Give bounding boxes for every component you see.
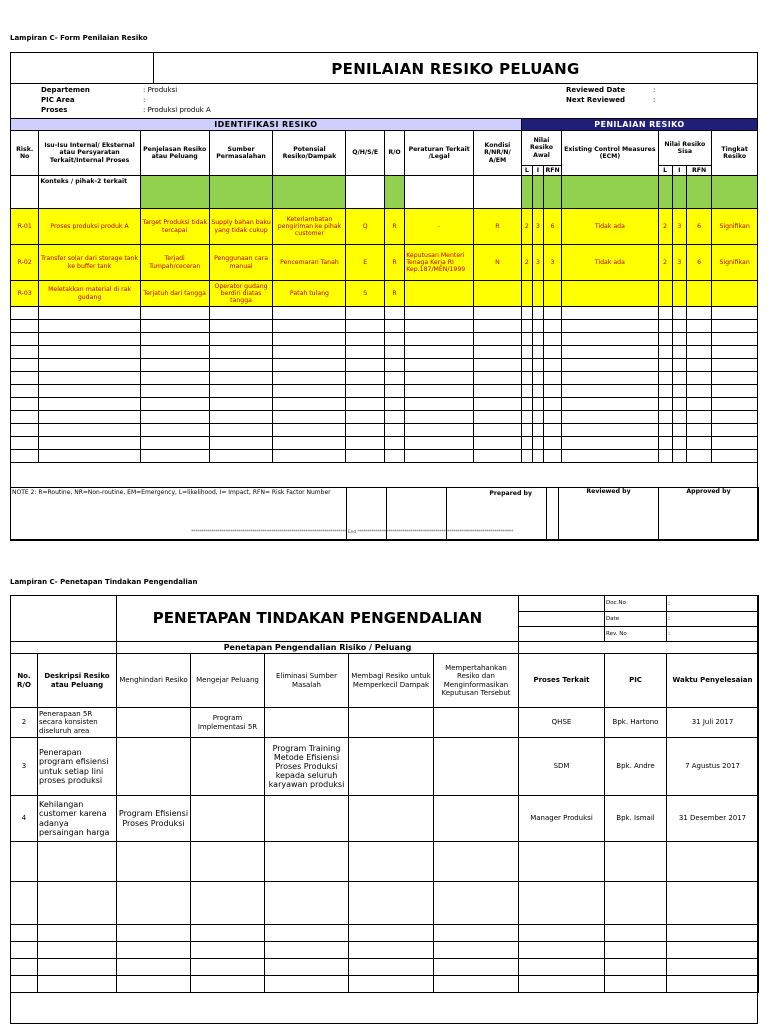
row3-ro: R: [384, 281, 404, 307]
row3-sumber: Operator gudang berdiri diatas tangga: [209, 281, 273, 307]
c-row2-membagi: [349, 738, 434, 796]
empty-row: [11, 385, 758, 398]
row1-sumber: Supply bahan baku yang tidak cukup: [209, 209, 273, 245]
label-departemen: Departemen: [41, 86, 90, 94]
row1-kondisi: R: [474, 209, 522, 245]
empty-row: [11, 307, 758, 320]
c-row3-deskripsi: Kehilangan customer karena adanya persaingan harga: [38, 796, 117, 842]
row3-l-sisa: [658, 281, 672, 307]
header-no-ro: No. R/O: [11, 654, 38, 708]
row1-tingkat: Signifikan: [712, 209, 758, 245]
row1-rfn-sisa: 6: [686, 209, 711, 245]
note-text: NOTE 2: R=Routine, NR=Non-routine, EM=Emergency, L=likelihood, I= Impact, RFN= Risk Factor Number: [11, 488, 347, 541]
value-proses: : Produksi produk A: [143, 106, 211, 114]
c-row3-no: 4: [11, 796, 38, 842]
table-row: [11, 708, 759, 738]
row2-no: R-02: [11, 245, 39, 281]
table-row: [11, 796, 759, 842]
header-menghindari: Menghindari Resiko: [117, 654, 191, 708]
section-identifikasi: IDENTIFIKASI RESIKO: [11, 119, 522, 131]
row1-peraturan: -: [405, 209, 474, 245]
label-reviewed-date: Reviewed Date: [566, 86, 626, 94]
row3-no: R-03: [11, 281, 39, 307]
label-rev-no: Rev. No: [605, 627, 667, 642]
row1-l-awal: 2: [521, 209, 532, 245]
header-membagi: Membagi Resiko untuk Memperkecil Dampak: [349, 654, 434, 708]
section-penilaian: PENILAIAN RESIKO: [521, 119, 757, 131]
row3-l-awal: [521, 281, 532, 307]
header-ro: R/O: [384, 131, 404, 176]
empty-row: [11, 925, 759, 942]
c-row1-mengejar: Program Implementasi 5R: [191, 708, 265, 738]
row1-isu: Proses produksi produk A: [39, 209, 140, 245]
value-rev-no: :: [667, 627, 759, 642]
header-risk-no: Risk. No: [11, 131, 39, 176]
label-doc-no: Doc.No: [605, 596, 667, 612]
empty-row: [11, 333, 758, 346]
table-row: [11, 209, 758, 245]
form2-title: PENETAPAN TINDAKAN PENGENDALIAN: [117, 596, 519, 642]
row3-isu: Meletakkan material di rak gudang: [39, 281, 140, 307]
row1-rfn-awal: 6: [544, 209, 562, 245]
c-row2-waktu: 7 Agustus 2017: [667, 738, 759, 796]
logo-cell-2: [11, 596, 117, 642]
row3-qhse: S: [346, 281, 385, 307]
header-nilai-sisa: Nilai Resiko Sisa: [658, 131, 712, 166]
empty-row: [11, 320, 758, 333]
header-eliminasi: Eliminasi Sumber Masalah: [265, 654, 349, 708]
c-row3-proses: Manager Produksi: [519, 796, 605, 842]
section-pengendalian: Penetapan Pengendalian Risiko / Peluang: [117, 642, 519, 654]
c-row1-no: 2: [11, 708, 38, 738]
empty-row: [11, 842, 759, 882]
value-pic-area: :: [143, 96, 146, 104]
row3-tingkat: [712, 281, 758, 307]
empty-row: [11, 437, 758, 450]
reviewed-by: Reviewed by: [559, 488, 659, 541]
c-row1-pic: Bpk. Hartono: [605, 708, 667, 738]
c-row3-waktu: 31 Desember 2017: [667, 796, 759, 842]
signature-table: [10, 487, 759, 541]
konteks-row: [11, 176, 758, 209]
header-sumber: Sumber Permasalahan: [209, 131, 273, 176]
c-row1-mempertahankan: [434, 708, 519, 738]
row1-i-awal: 3: [532, 209, 543, 245]
row3-rfn-sisa: [686, 281, 711, 307]
c-row3-mempertahankan: [434, 796, 519, 842]
row3-i-sisa: [672, 281, 686, 307]
row3-rfn-awal: [544, 281, 562, 307]
c-row2-mempertahankan: [434, 738, 519, 796]
value-next-reviewed: :: [653, 96, 656, 104]
c-row1-waktu: 31 Juli 2017: [667, 708, 759, 738]
header-isu: Isu-Isu Internal/ Eksternal atau Persyaratan Terkait/Internal Proses: [39, 131, 140, 176]
c-row3-menghindari: Program Efisiensi Proses Produksi: [117, 796, 191, 842]
label-proses: Proses: [41, 106, 68, 114]
header-penjelasan: Penjelasan Resiko atau Peluang: [140, 131, 209, 176]
empty-row: [11, 976, 759, 993]
table-row: [11, 281, 758, 307]
row2-peraturan: Keputusan Menteri Tenaga Kerja RI Kep.187/MEN/1999: [405, 245, 474, 281]
logo-cell: [11, 53, 154, 84]
c-row2-mengejar: [191, 738, 265, 796]
prepared-by: Prepared by: [447, 488, 547, 541]
empty-row: [11, 359, 758, 372]
empty-row: [11, 959, 759, 976]
row1-l-sisa: 2: [658, 209, 672, 245]
row1-qhse: Q: [346, 209, 385, 245]
value-doc-no: :: [667, 596, 759, 612]
c-row2-menghindari: [117, 738, 191, 796]
header-i-sisa: I: [672, 166, 686, 176]
row1-penjelasan: Target Produksi tidak tercapai: [140, 209, 209, 245]
row2-tingkat: Signifikan: [712, 245, 758, 281]
row1-ecm: Tidak ada: [562, 209, 658, 245]
c-row1-menghindari: [117, 708, 191, 738]
control-action-form: [10, 595, 758, 1024]
row2-rfn-sisa: 6: [686, 245, 711, 281]
header-peraturan: Peraturan Terkait /Legal: [405, 131, 474, 176]
empty-row: [11, 372, 758, 385]
row2-i-awal: 3: [532, 245, 543, 281]
form1-title: PENILAIAN RESIKO PELUANG: [331, 59, 580, 78]
value-departemen: : Produksi: [143, 86, 178, 94]
row1-ro: R: [384, 209, 404, 245]
row2-ro: R: [384, 245, 404, 281]
label-date: Date: [605, 612, 667, 627]
row2-sumber: Penggunaan cara manual: [209, 245, 273, 281]
c-row3-pic: Bpk. Ismail: [605, 796, 667, 842]
empty-row: [11, 411, 758, 424]
c-row1-deskripsi: Penerapaan 5R secara konsisten diseluruh area: [38, 708, 117, 738]
row3-peraturan: [405, 281, 474, 307]
header-potensial: Potensial Resiko/Dampak: [273, 131, 346, 176]
empty-rows: [11, 307, 758, 463]
c-row2-eliminasi: Program Training Metode Efisiensi Proses Produksi kepada seluruh karyawan produksi: [265, 738, 349, 796]
form2-caption: Lampiran C- Penetapan Tindakan Pengendalian: [10, 578, 198, 586]
table-row: [11, 738, 759, 796]
row2-ecm: Tidak ada: [562, 245, 658, 281]
header-mempertahankan: Mempertahankan Resiko dan Menginformasikan Keputusan Tersebut: [434, 654, 519, 708]
c-row2-pic: Bpk. Andre: [605, 738, 667, 796]
header-qhse: Q/H/S/E: [346, 131, 385, 176]
header-kondisi: Kondisi R/NR/N/ A/EM: [474, 131, 522, 176]
row1-no: R-01: [11, 209, 39, 245]
header-tingkat: Tingkat Resiko: [712, 131, 758, 176]
row2-rfn-awal: 3: [544, 245, 562, 281]
header-waktu: Waktu Penyelesaian: [667, 654, 759, 708]
row1-potensial: Keterlambatan pengiriman ke pihak customer: [273, 209, 346, 245]
c-row3-eliminasi: [265, 796, 349, 842]
c-row2-no: 3: [11, 738, 38, 796]
empty-row: [11, 882, 759, 925]
empty-row: [11, 942, 759, 959]
header-nilai-awal: Nilai Resiko Awal: [521, 131, 562, 166]
c-row1-eliminasi: [265, 708, 349, 738]
table-row: [11, 245, 758, 281]
row3-kondisi: [474, 281, 522, 307]
label-pic-area: PIC Area: [41, 96, 75, 104]
value-date: :: [667, 612, 759, 627]
row3-i-awal: [532, 281, 543, 307]
row3-potensial: Patah tulang: [273, 281, 346, 307]
header-l-sisa: L: [658, 166, 672, 176]
empty-row: [11, 398, 758, 411]
row2-potensial: Pencemaran Tanah: [273, 245, 346, 281]
header-rfn-sisa: RFN: [686, 166, 711, 176]
end-marker: **************************************************************************** End ****************************************************************************: [191, 530, 514, 535]
header-rfn-awal: RFN: [544, 166, 562, 176]
row2-l-awal: 2: [521, 245, 532, 281]
row2-l-sisa: 2: [658, 245, 672, 281]
row2-kondisi: N: [474, 245, 522, 281]
c-row3-membagi: [349, 796, 434, 842]
empty-row: [11, 424, 758, 437]
c-row2-deskripsi: Penerapan program efisiensi untuk setiap lini proses produksi: [38, 738, 117, 796]
row2-penjelasan: Terjadi Tumpah/ceceran: [140, 245, 209, 281]
header-l-awal: L: [521, 166, 532, 176]
row2-i-sisa: 3: [672, 245, 686, 281]
empty-row: [11, 346, 758, 359]
c-row2-proses: SDM: [519, 738, 605, 796]
header-proses: Proses Terkait: [519, 654, 605, 708]
risk-assessment-form: [10, 52, 758, 540]
label-next-reviewed: Next Reviewed: [566, 96, 625, 104]
header-ecm: Existing Control Measures (ECM): [562, 131, 658, 176]
header-i-awal: I: [532, 166, 543, 176]
row1-i-sisa: 3: [672, 209, 686, 245]
empty-rows-2: [11, 842, 759, 993]
header-mengejar: Mengejar Peluang: [191, 654, 265, 708]
c-row3-mengejar: [191, 796, 265, 842]
header-pic: PIC: [605, 654, 667, 708]
header-deskripsi: Deskripsi Resiko atau Peluang: [38, 654, 117, 708]
value-reviewed-date: :: [653, 86, 656, 94]
form1-title-row: [11, 53, 757, 84]
c-row1-proses: QHSE: [519, 708, 605, 738]
form1-caption: Lampiran C- Form Penilaian Resiko: [10, 34, 148, 42]
empty-row: [11, 450, 758, 463]
row3-penjelasan: Terjatuh dari tangga: [140, 281, 209, 307]
row2-isu: Transfer solar dari storage tank ke buffer tank: [39, 245, 140, 281]
row2-qhse: E: [346, 245, 385, 281]
row3-ecm: [562, 281, 658, 307]
control-table: [10, 595, 759, 993]
konteks-label: Konteks / pihak-2 terkait: [39, 176, 140, 209]
approved-by: Approved by: [659, 488, 759, 541]
c-row1-membagi: [349, 708, 434, 738]
risk-table: [10, 118, 758, 463]
